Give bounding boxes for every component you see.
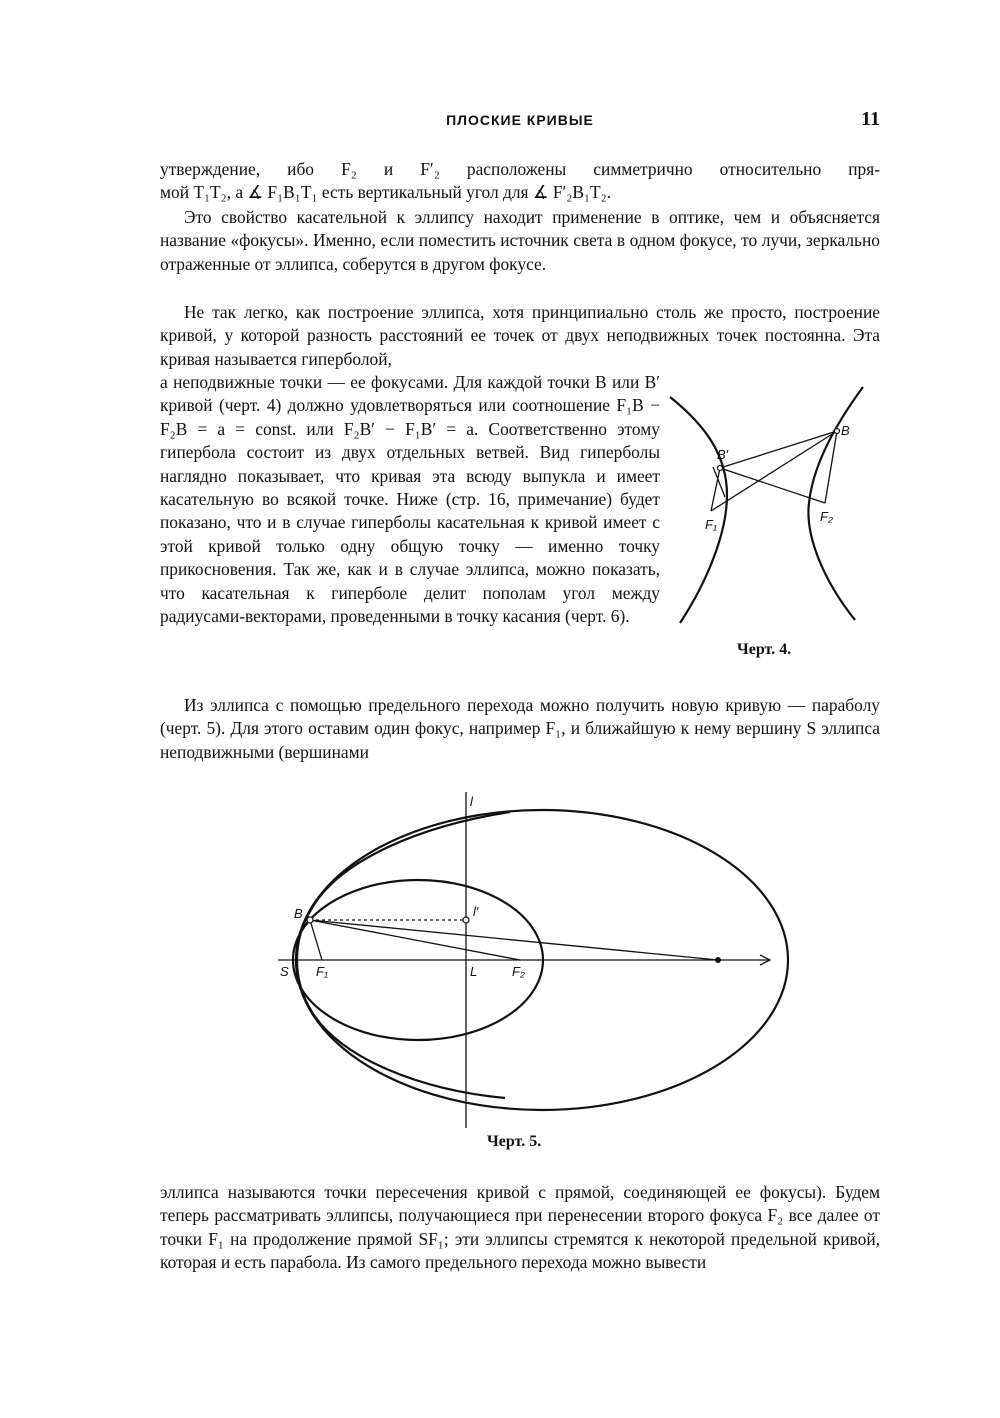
radius-vector	[720, 468, 825, 503]
point-b	[307, 917, 313, 923]
point-far-focus	[715, 957, 721, 963]
paragraph-optics: Это свойство касательной к эллипсу находит применение в оптике, чем и объясняется название «фокусы». Именно, если поместить источник света в одном фокусе, то лучи, зеркально отраженные от эллипса, соберутся в другом фокусе.	[160, 207, 880, 274]
page-number: 11	[861, 108, 880, 130]
point-b-prime	[718, 466, 723, 471]
label-f1: F₁	[705, 517, 718, 532]
parabola	[297, 812, 510, 1098]
label-f1: F₁	[316, 964, 329, 979]
label-b: B	[841, 423, 850, 438]
point-l-prime	[463, 917, 469, 923]
figure-5-caption: Черт. 5.	[487, 1133, 542, 1150]
label-l-capital: L	[470, 964, 478, 979]
label-s: S	[280, 964, 289, 979]
label-b-prime: B′	[717, 447, 729, 462]
paragraph-parabola-intro: Из эллипса с помощью предельного перехода можно получить новую кривую — параболу (черт. 5). Для этого оставим один фокус, например F₁, и ближайшую к нему вершину S эллипса неподвижными (вершинами	[160, 695, 880, 762]
paragraph-continuation	[160, 158, 880, 205]
paragraph-parabola-limit: эллипса называются точки пересечения кривой с прямой, соединяющей ее фокусы). Будем теперь рассматривать эллипсы, получающиеся при перенесении второго фокуса F₂ все далее от точки F₁ на продолжение прямой SF₁; эти эллипсы стремятся к некоторой предельной кривой, которая и есть парабола. Из самого предельного перехода можно вывести	[160, 1182, 880, 1273]
label-b: B	[294, 906, 303, 921]
paragraph-line: утверждение, ибо F₂ и F′₂ расположены симметрично относительно пря-	[160, 159, 880, 179]
ray-to-f1	[310, 920, 322, 960]
running-header	[160, 108, 880, 134]
hyperbola-right-branch	[808, 387, 863, 620]
figure-5-parabola	[270, 780, 790, 1130]
figure-4-hyperbola	[665, 385, 890, 635]
label-l-prime: l′	[473, 904, 479, 919]
label-l: l	[470, 794, 473, 809]
label-f2: F₂	[820, 509, 833, 524]
paragraph-hyperbola-body: а неподвижные точки — ее фокусами. Для каждой точки B или B′ кривой (черт. 4) должно удовлетворяться или соотношение F₁B − F₂B = a = const. или F₂B′ − F₁B′ = a. Соответственно этому гипербола состоит из двух отдельных ветвей. Вид гиперболы наглядно показывает, что кривая эта всюду выпукла и имеет касательную во всякой точке. Ниже (стр. 16, примечание) будет показано, что и в случае гиперболы касательная к кривой имеет с этой кривой только одну общую точку — именно точку прикосновения. Так же, как и в случае эллипса, можно показать, что касательная к гиперболе делит пополам угол между радиусами-векторами, проведенными в точку касания (черт. 6).	[160, 372, 660, 627]
ray-to-f2	[310, 920, 520, 960]
label-f2: F₂	[512, 964, 525, 979]
paragraph-hyperbola-intro: Не так легко, как построение эллипса, хотя принципиально столь же просто, построение кривой, у которой разность расстояний ее точек от двух неподвижных точек постоянна. Эта кривая называется гиперболой,	[160, 302, 880, 369]
hyperbola-left-branch	[670, 397, 727, 623]
point-b	[835, 429, 840, 434]
radius-vector	[825, 431, 837, 503]
figure-4-caption: Черт. 4.	[737, 641, 792, 658]
ray-to-far-focus	[310, 920, 718, 960]
running-title: ПЛОСКИЕ КРИВЫЕ	[446, 112, 594, 128]
paragraph-line: мой T₁T₂, а ∡ F₁B₁T₁ есть вертикальный угол для ∡ F′₂B₁T₂.	[160, 182, 612, 203]
